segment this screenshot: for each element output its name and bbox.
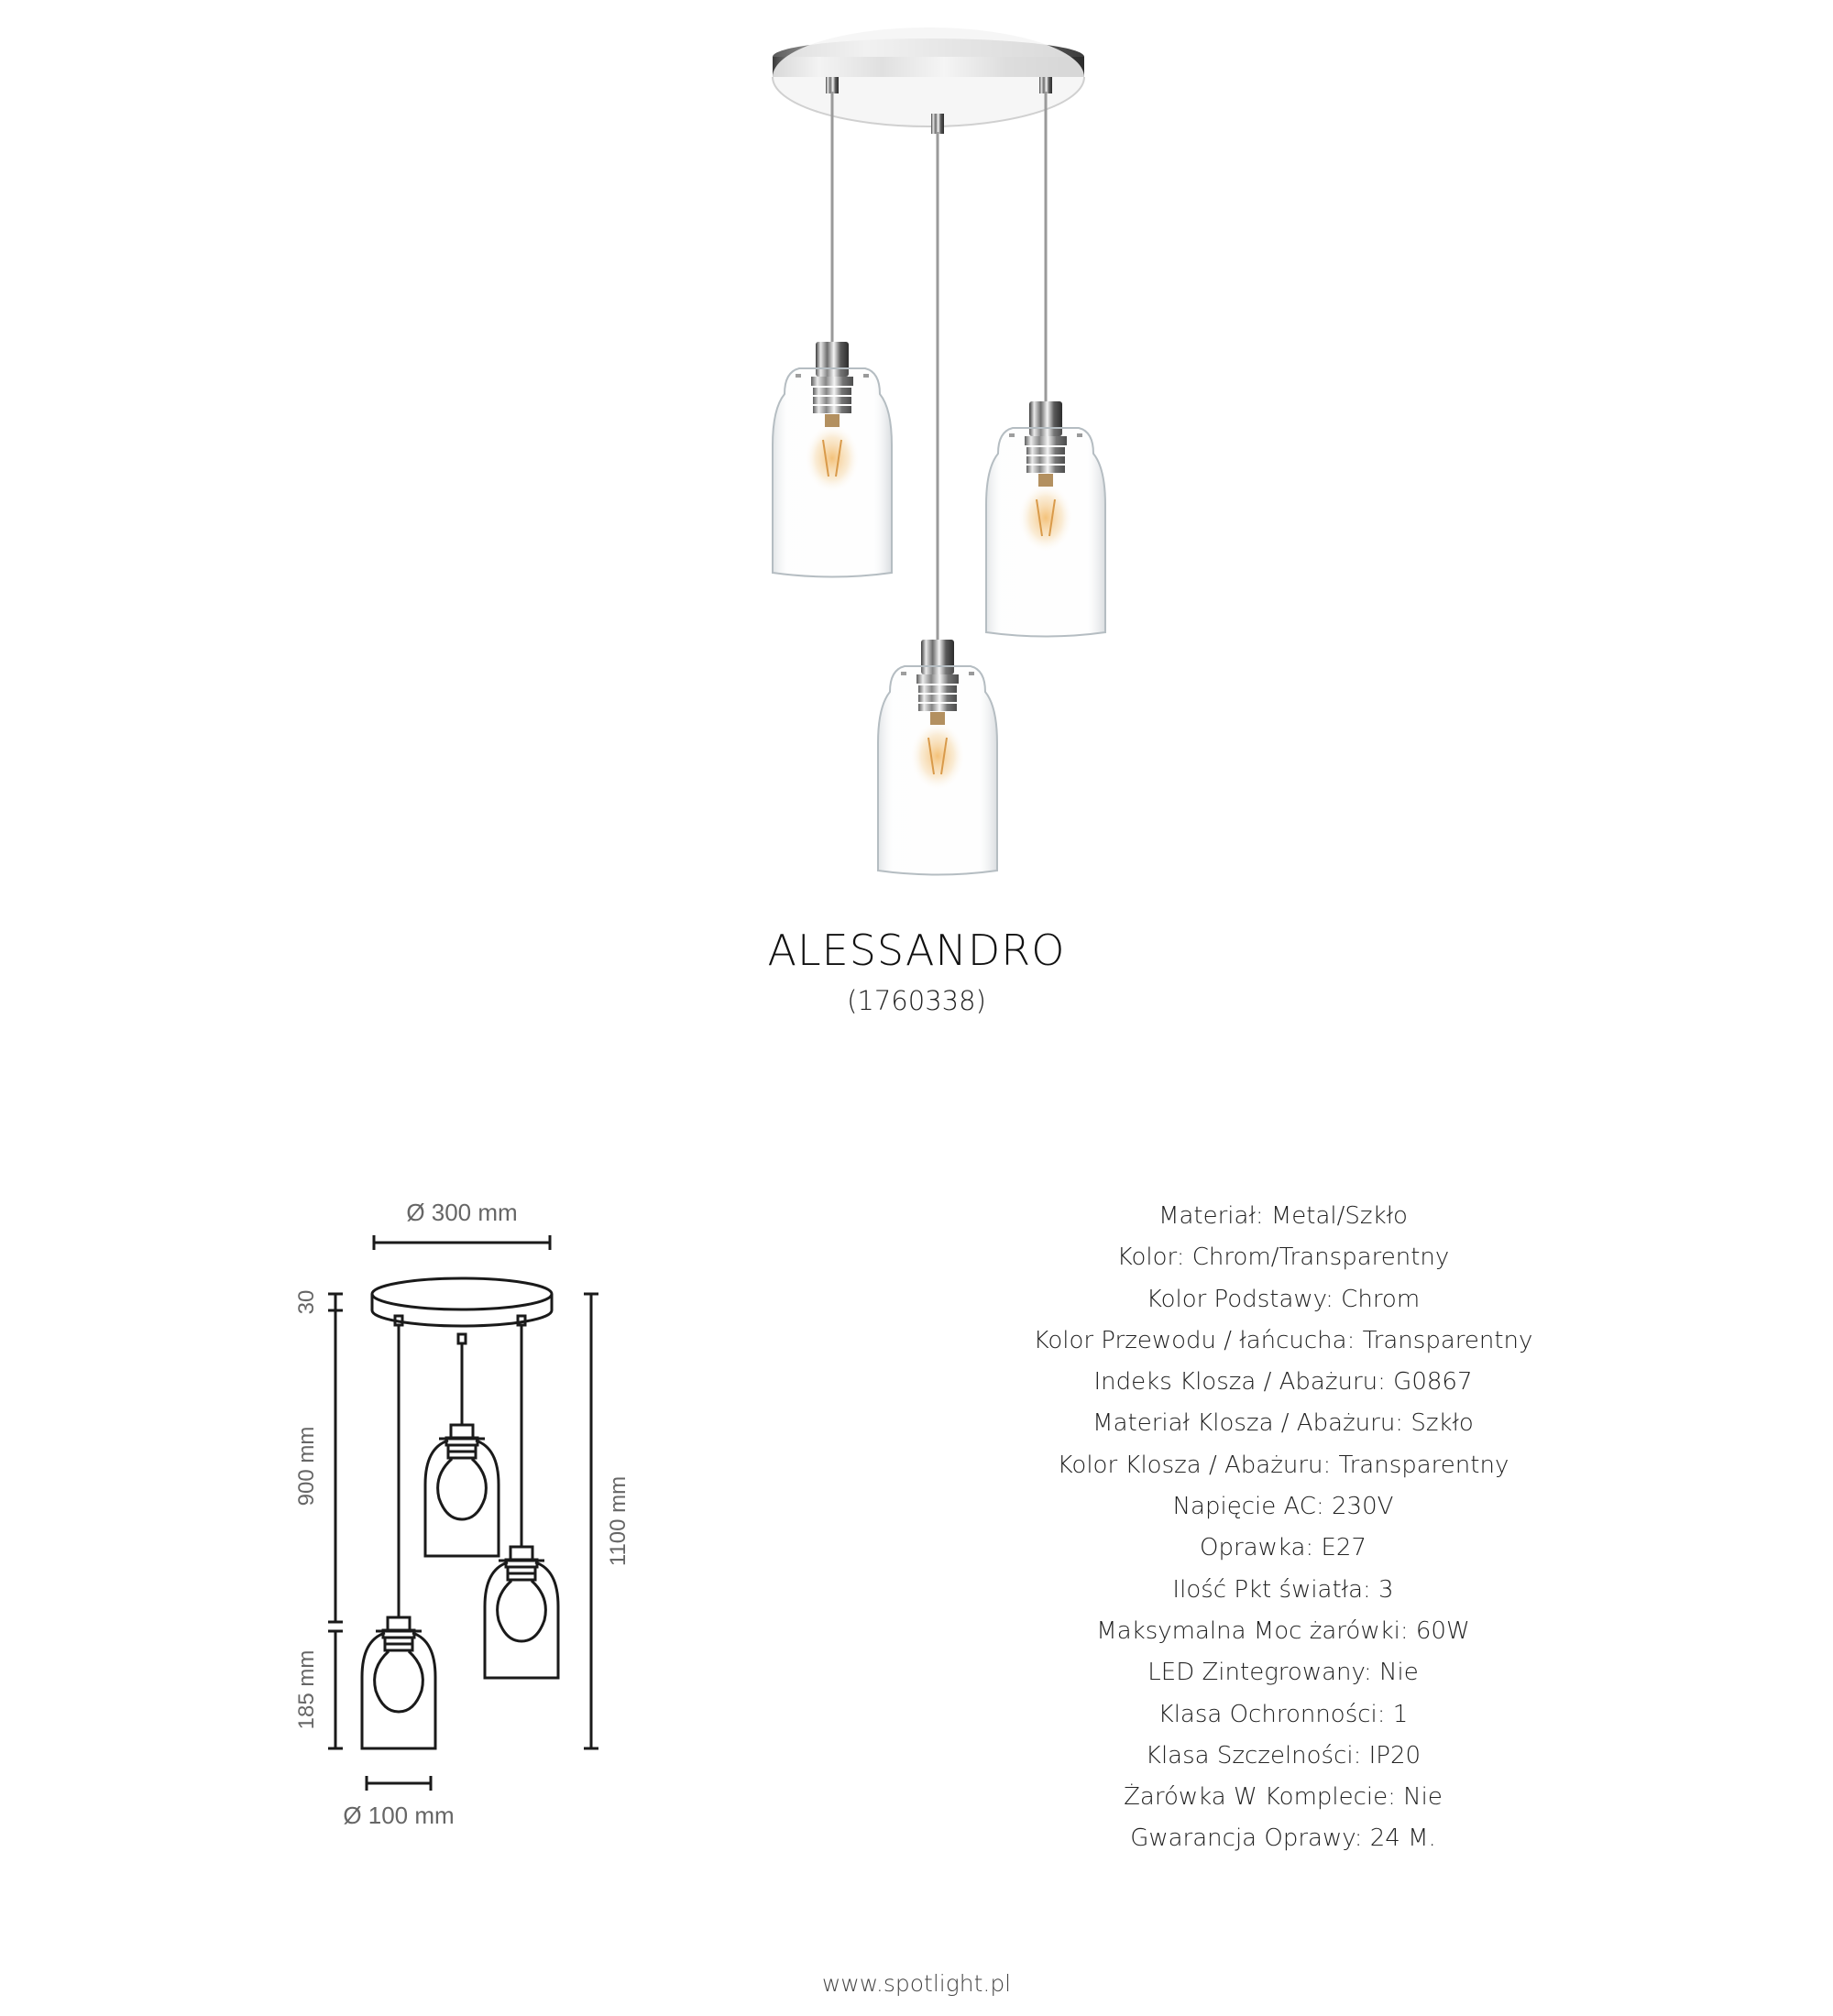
pendant-left	[773, 77, 892, 577]
spec-list	[1008, 1196, 1558, 1860]
spec-item: Materiał: Metal/Szkło	[1158, 1202, 1408, 1230]
website-link[interactable]: www.spotlight.pl	[821, 1970, 1012, 1997]
spec-item: Kolor Klosza / Abażuru: Transparentny	[1057, 1451, 1509, 1479]
canopy-diameter-label: Ø 300 mm	[406, 1199, 518, 1226]
spec-item: Kolor Przewodu / łańcucha: Transparentny	[1033, 1326, 1533, 1354]
product-photo	[0, 0, 1833, 916]
product-code: (1760338)	[847, 985, 986, 1016]
spec-item: Kolor: Chrom/Transparentny	[1116, 1244, 1450, 1272]
spec-item: Maksymalna Moc żarówki: 60W	[1096, 1616, 1470, 1645]
cable-length-label: 900 mm	[294, 1426, 319, 1507]
spec-item: Klasa Szczelności: IP20	[1145, 1741, 1421, 1769]
shade-height-label: 185 mm	[294, 1649, 319, 1730]
spec-item: Ilość Pkt światła: 3	[1172, 1575, 1394, 1604]
product-name: ALESSANDRO	[767, 926, 1066, 975]
spec-item: Oprawka: E27	[1200, 1534, 1367, 1562]
spec-item: Klasa Ochronności: 1	[1158, 1700, 1409, 1728]
total-height-label: 1100 mm	[606, 1475, 631, 1567]
pendant-center	[878, 114, 997, 875]
dimension-drawing	[238, 1182, 660, 1860]
spec-item: LED Zintegrowany: Nie	[1147, 1659, 1419, 1687]
spec-item: Żarówka W Komplecie: Nie	[1124, 1783, 1443, 1812]
spec-item: Kolor Podstawy: Chrom	[1146, 1285, 1421, 1313]
spec-item: Gwarancja Oprawy: 24 M.	[1130, 1824, 1436, 1853]
pendant-right	[986, 77, 1105, 637]
canopy-height-label: 30	[294, 1289, 319, 1315]
spec-item: Napięcie AC: 230V	[1172, 1493, 1394, 1521]
canopy	[773, 27, 1084, 126]
spec-item: Materiał Klosza / Abażuru: Szkło	[1092, 1409, 1474, 1438]
shade-diameter-label: Ø 100 mm	[343, 1802, 455, 1829]
spec-item: Indeks Klosza / Abażuru: G0867	[1093, 1368, 1473, 1397]
